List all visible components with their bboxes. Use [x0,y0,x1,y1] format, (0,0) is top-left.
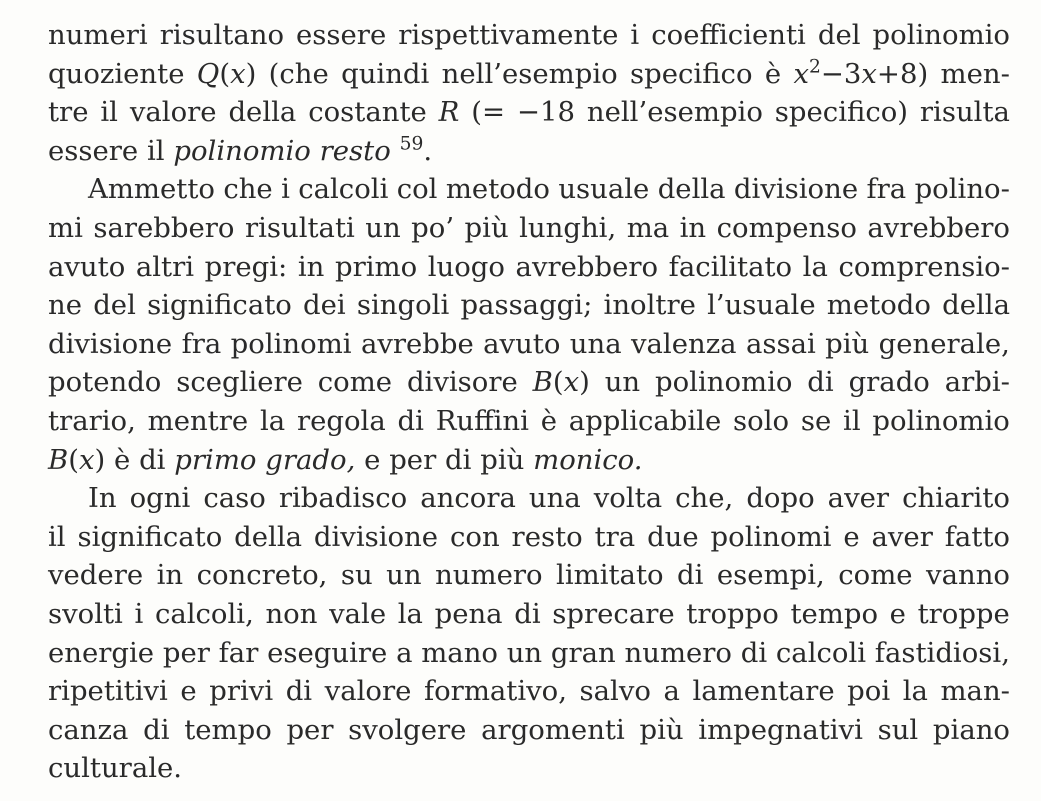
word: significato [147,289,292,322]
text-line [48,16,1010,55]
word: aver [871,520,933,553]
word: un [604,366,641,399]
word: del [93,289,136,322]
word: i [630,19,640,51]
word: polinomio [654,366,793,399]
text-line [48,132,1010,171]
word: metodo [826,289,931,322]
word: luogo [427,250,505,283]
word: in [297,250,325,283]
word: impegnativi [698,713,863,746]
word: dei [303,289,346,322]
word: due [647,520,699,553]
word: col [396,173,438,206]
word: compenso [716,211,857,244]
word: per [162,636,210,669]
word: di [677,559,704,592]
word: più [464,211,509,244]
word: vale [329,597,387,630]
word: caso [203,482,266,515]
word: è [764,57,782,90]
word: B(x) [532,366,590,399]
word: pena [434,597,503,630]
word: un [506,636,543,669]
text-line [48,711,1010,750]
word: man- [940,675,1010,708]
word: pregi: [204,250,288,283]
word: numeri [48,19,148,51]
word: mano [421,636,498,669]
word: mi [48,211,83,244]
word: In [88,482,117,515]
word: Q(x) [196,57,257,90]
word: essere [296,19,387,51]
word: ma [626,211,670,244]
word: Ruffini [435,404,529,437]
word: non [265,597,318,630]
word: ancora [420,482,516,515]
word: una [528,482,581,515]
word: del [817,19,861,51]
word: di [807,366,834,399]
word: quoziente [48,57,185,90]
word: fatto [944,520,1010,553]
word: il [100,96,118,129]
text-line [48,595,1010,634]
word: per [389,443,437,476]
word: avuto [48,250,126,283]
text-line [48,325,1010,364]
word: divisione [313,520,439,553]
text-line [48,749,1010,788]
text-line [48,518,1010,557]
word: $^{59}$. [399,133,433,167]
word: singoli [356,289,450,322]
word: avuto [483,327,561,360]
word: a [663,675,680,708]
word: svolgere [348,713,467,746]
word: polinomi [230,327,352,360]
word: avrebbero [867,211,1010,244]
text-line [48,55,1010,94]
word: i [281,173,290,206]
word: lunghi, [519,211,617,244]
word: poi [847,675,891,708]
word: specifico [630,57,753,90]
text-line [48,209,1010,248]
word: il [147,134,165,167]
word: passaggi; [460,289,593,322]
word: valenza [630,327,737,360]
word: concreto, [196,559,328,592]
word: tre [48,96,89,129]
word: come [317,366,393,399]
word: argomenti [481,713,625,746]
word: troppo [686,597,779,630]
word: la [397,597,423,630]
text-line [48,556,1010,595]
word: assai [745,327,816,360]
word: $x^2-3x+8$) [793,56,929,90]
word: sarebbero [93,211,235,244]
word: più [825,327,870,360]
word: numero [435,559,543,592]
word: in [156,559,184,592]
word: che, [675,482,734,515]
word: lamentare [692,675,835,708]
word: essere [48,134,139,167]
word: su [340,559,373,592]
word: primo [334,250,418,283]
word: calcoli [298,173,389,206]
word: polinomio [173,134,311,167]
word: inoltre [603,289,696,322]
word: ogni [129,482,191,515]
text-line [48,93,1010,132]
word: divisione [733,173,859,206]
word: men- [940,57,1010,90]
word: è [114,443,131,476]
word: aver [827,482,890,515]
word: divisione [48,327,173,360]
word: in [679,211,707,244]
word: R [438,96,460,129]
word: della [657,173,726,206]
word: facilitato [668,250,793,283]
word: tempo [790,597,879,630]
word: canza [48,713,129,746]
word: far [218,636,259,669]
word: tempo [184,713,272,746]
word: che [223,173,273,206]
word: piano [932,713,1010,746]
word: di [285,675,313,708]
word: rispettivamente [398,19,619,51]
word: come [838,559,913,592]
body-text [48,16,1010,788]
word: calcoli, [154,597,254,630]
word: comprensio- [838,250,1010,283]
word: un [386,559,422,592]
word: di [139,443,166,476]
text-line [48,634,1010,673]
word: limitato [556,559,664,592]
word: chiarito [902,482,1010,515]
word: il [843,404,861,437]
word: regola [296,404,386,437]
word: potendo [48,366,162,399]
word: solo [733,404,790,437]
word: coefficienti [651,19,806,51]
word: trario, [48,404,136,437]
word: scegliere [176,366,303,399]
text-line [48,441,1010,480]
text-line [48,479,1010,518]
word: metodo [445,173,550,206]
word: fra [181,327,222,360]
word: calcoli [775,636,867,669]
word: significato [77,520,223,553]
word: e [180,675,197,708]
word: i [134,597,144,630]
word: salvo [579,675,651,708]
word: usuale [558,173,650,206]
word: polino- [914,173,1010,206]
word: la [259,404,286,437]
word: divisore [406,366,518,399]
text-line [48,402,1010,441]
word: arbi- [944,366,1010,399]
word: altri [135,250,195,283]
word: di [143,713,170,746]
word: dopo [746,482,815,515]
word: energie [48,636,155,669]
word: ripetitivi [48,675,168,708]
word: (che [268,57,329,90]
word: polinomi [710,520,832,553]
word: (= [471,96,506,129]
word: valore [324,675,412,708]
word: volta [593,482,663,515]
word: è [540,404,558,437]
word: resto [511,520,583,553]
word: resto [319,134,391,167]
word: B(x) [48,443,106,476]
word: sprecare [552,597,675,630]
word: se [800,404,832,437]
word: risulta [919,96,1010,129]
word: eseguire [267,636,388,669]
word: nell’esempio [586,96,763,129]
word: di [740,636,768,669]
word: fastidiosi, [874,636,1010,669]
footnote-marker: 59 [399,133,424,155]
word: più [480,443,525,476]
word: specifico) [774,96,909,129]
text-line [48,363,1010,402]
word: generale, [878,327,1010,360]
word: tra [594,520,636,553]
word: primo [174,443,257,476]
word: polinomio [872,19,1010,51]
word: mentre [147,404,249,437]
word: risultati [244,211,355,244]
word: di [397,404,424,437]
word: nell’esempio [441,57,618,90]
word: privi [209,675,274,708]
word: di [445,443,472,476]
word: polinomio [872,404,1010,437]
word: vedere [48,559,144,592]
word: avrebbero [515,250,659,283]
word: la [902,675,928,708]
word: l’usuale [707,289,816,322]
word: della [234,520,303,553]
word: ribadisco [278,482,408,515]
word: della [942,289,1010,322]
text-line [48,286,1010,325]
word: troppe [917,597,1010,630]
word: costante [308,96,427,129]
word: −18 [516,96,575,129]
word: formativo, [423,675,567,708]
word: la [802,250,828,283]
word: il [48,520,66,553]
word: per [286,713,334,746]
word: più [639,713,684,746]
word: a [396,636,413,669]
word: un [365,211,401,244]
word: sul [877,713,919,746]
word: una [569,327,622,360]
word: Ammetto [88,173,215,206]
word: e [843,520,860,553]
word: po’ [411,211,455,244]
text-line [48,672,1010,711]
word: numero [624,636,732,669]
word: esempi, [716,559,825,592]
word: vanno [926,559,1010,592]
word: gran [550,636,616,669]
word: quindi [341,57,430,90]
word: grado, [265,443,356,476]
word: e [364,443,381,476]
word: svolti [48,597,123,630]
word: ne [48,289,82,322]
word: culturale. [48,752,183,785]
word: avrebbe [360,327,474,360]
word: risultano [159,19,285,51]
text-line [48,170,1010,209]
word: e [889,597,906,630]
word: applicabile [568,404,722,437]
word: monico. [533,443,643,476]
word: grado [848,366,930,399]
word: valore [129,96,217,129]
word: di [514,597,541,630]
word: fra [866,173,907,206]
word: della [228,96,297,129]
text-line [48,248,1010,287]
word: con [449,520,500,553]
